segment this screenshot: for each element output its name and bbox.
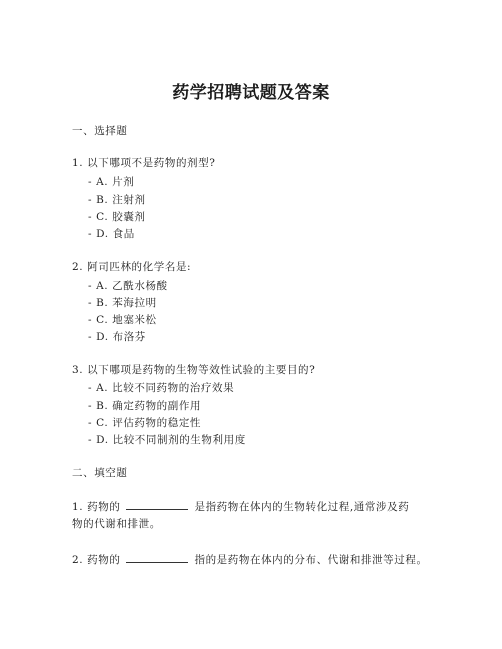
page-title: 药学招聘试题及答案	[172, 83, 330, 103]
question-1-option-c: - C. 胶囊剂	[88, 211, 146, 223]
question-3-option-a: - A. 比较不同药物的治疗效果	[88, 382, 235, 394]
fill-blank-1	[72, 499, 409, 514]
question-3-stem: 3. 以下哪项是药物的生物等效性试验的主要目的?	[72, 364, 316, 376]
fill-blank-1-continuation: 物的代谢和排泄。	[72, 518, 161, 530]
question-1-option-d: - D. 食品	[88, 228, 135, 240]
question-2-stem: 2. 阿司匹林的化学名是:	[72, 261, 192, 273]
question-2-option-b: - B. 苯海拉明	[88, 297, 157, 309]
question-2-option-c: - C. 地塞米松	[88, 314, 157, 326]
fill-blank-2-blank	[126, 552, 188, 563]
section-heading-fill-blank: 二、填空题	[72, 467, 128, 479]
question-2-option-d: - D. 布洛芬	[88, 331, 146, 343]
fill-blank-1-blank	[126, 499, 188, 510]
question-2-option-a: - A. 乙酰水杨酸	[88, 280, 168, 292]
question-3-option-b: - B. 确定药物的副作用	[88, 400, 202, 412]
fill-blank-2	[72, 552, 428, 567]
fill-blank-2-suffix: 指的是药物在体内的分布、代谢和排泄等过程。	[194, 554, 428, 566]
question-3-option-c: - C. 评估药物的稳定性	[88, 417, 202, 429]
question-3-option-d: - D. 比较不同制剂的生物利用度	[88, 434, 246, 446]
question-1-option-b: - B. 注射剂	[88, 194, 146, 206]
fill-blank-1-prefix: 1. 药物的	[72, 501, 121, 513]
section-heading-choice: 一、选择题	[72, 125, 128, 137]
fill-blank-1-suffix: 是指药物在体内的生物转化过程,通常涉及药	[194, 501, 410, 513]
fill-blank-2-prefix: 2. 药物的	[72, 554, 121, 566]
question-1-option-a: - A. 片剂	[88, 176, 135, 188]
question-1-stem: 1. 以下哪项不是药物的剂型?	[72, 157, 216, 169]
